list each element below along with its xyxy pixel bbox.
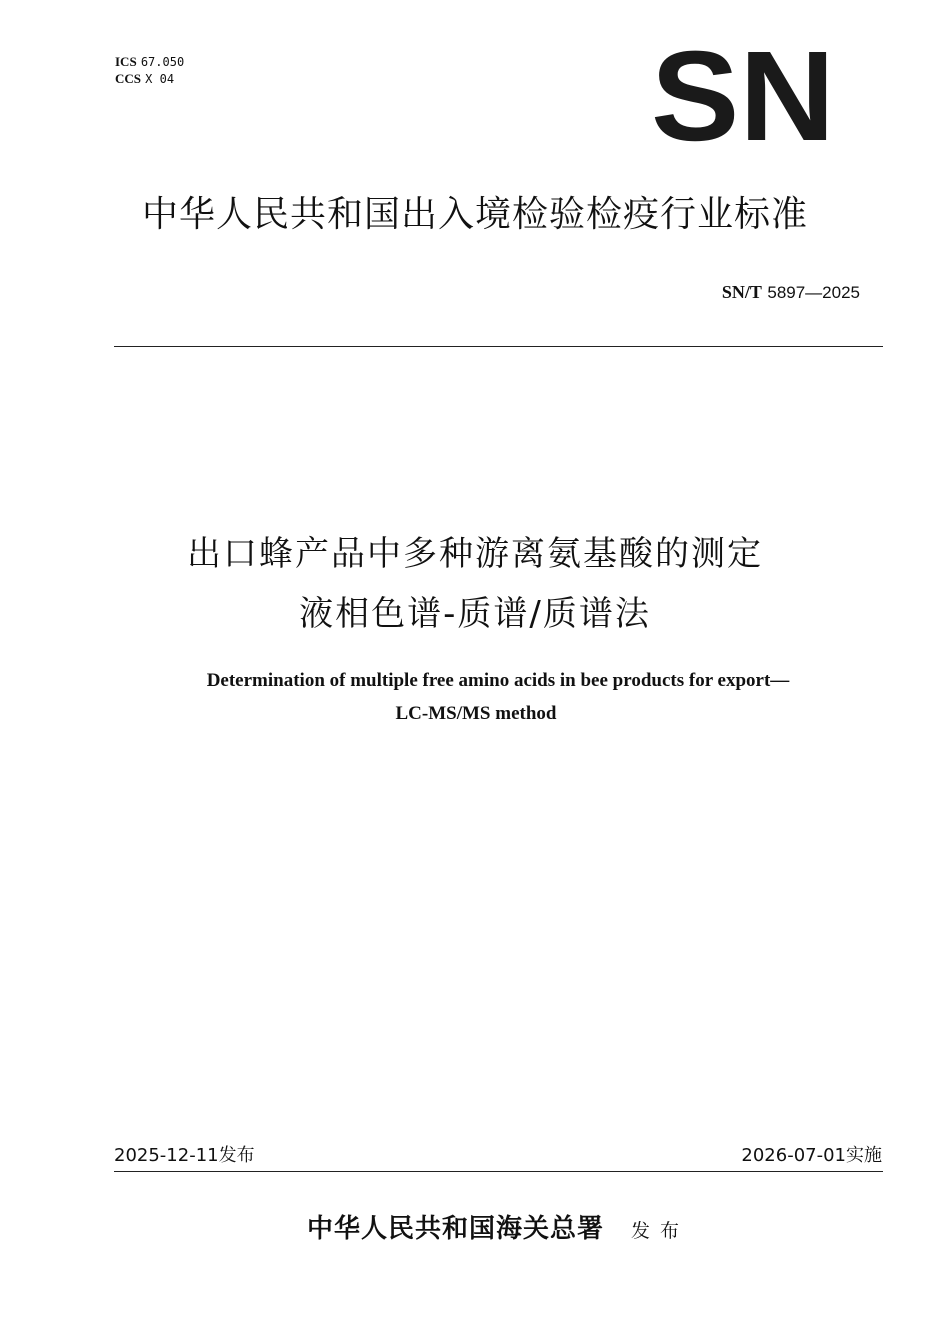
ics-value: 67.050 — [140, 55, 185, 69]
title-en-line2: LC-MS/MS method — [395, 703, 557, 724]
standard-number-prefix: SN/T — [721, 282, 762, 302]
sn-logo — [648, 44, 838, 144]
ics-label: ICS — [115, 54, 137, 69]
title-en-line1: Determination of multiple free amino acids in bee products for export— — [206, 670, 790, 691]
issuer-name: 中华人民共和国海关总署 — [306, 1214, 604, 1244]
classification-codes — [115, 54, 184, 88]
title-cn-line2: 液相色谱-质谱/质谱法 — [299, 594, 651, 634]
issuer — [0, 1208, 950, 1245]
standard-number — [722, 282, 860, 303]
agency-title: 中华人民共和国出入境检验检疫行业标准 — [141, 194, 808, 235]
top-divider — [114, 346, 883, 347]
standard-number-value: 5897—2025 — [767, 283, 860, 302]
ccs-code — [115, 71, 184, 88]
ccs-value: X 04 — [145, 72, 175, 86]
issue-date: 2025-12-11发布 — [114, 1145, 255, 1166]
sn-logo-text: SN — [651, 44, 835, 144]
issuer-action: 发布 — [631, 1220, 690, 1242]
ccs-label: CCS — [115, 71, 142, 86]
ics-code — [115, 54, 184, 71]
implementation-date: 2026-07-01实施 — [741, 1145, 882, 1166]
bottom-divider — [114, 1171, 883, 1172]
title-cn-line1: 出口蜂产品中多种游离氨基酸的测定 — [187, 534, 763, 574]
